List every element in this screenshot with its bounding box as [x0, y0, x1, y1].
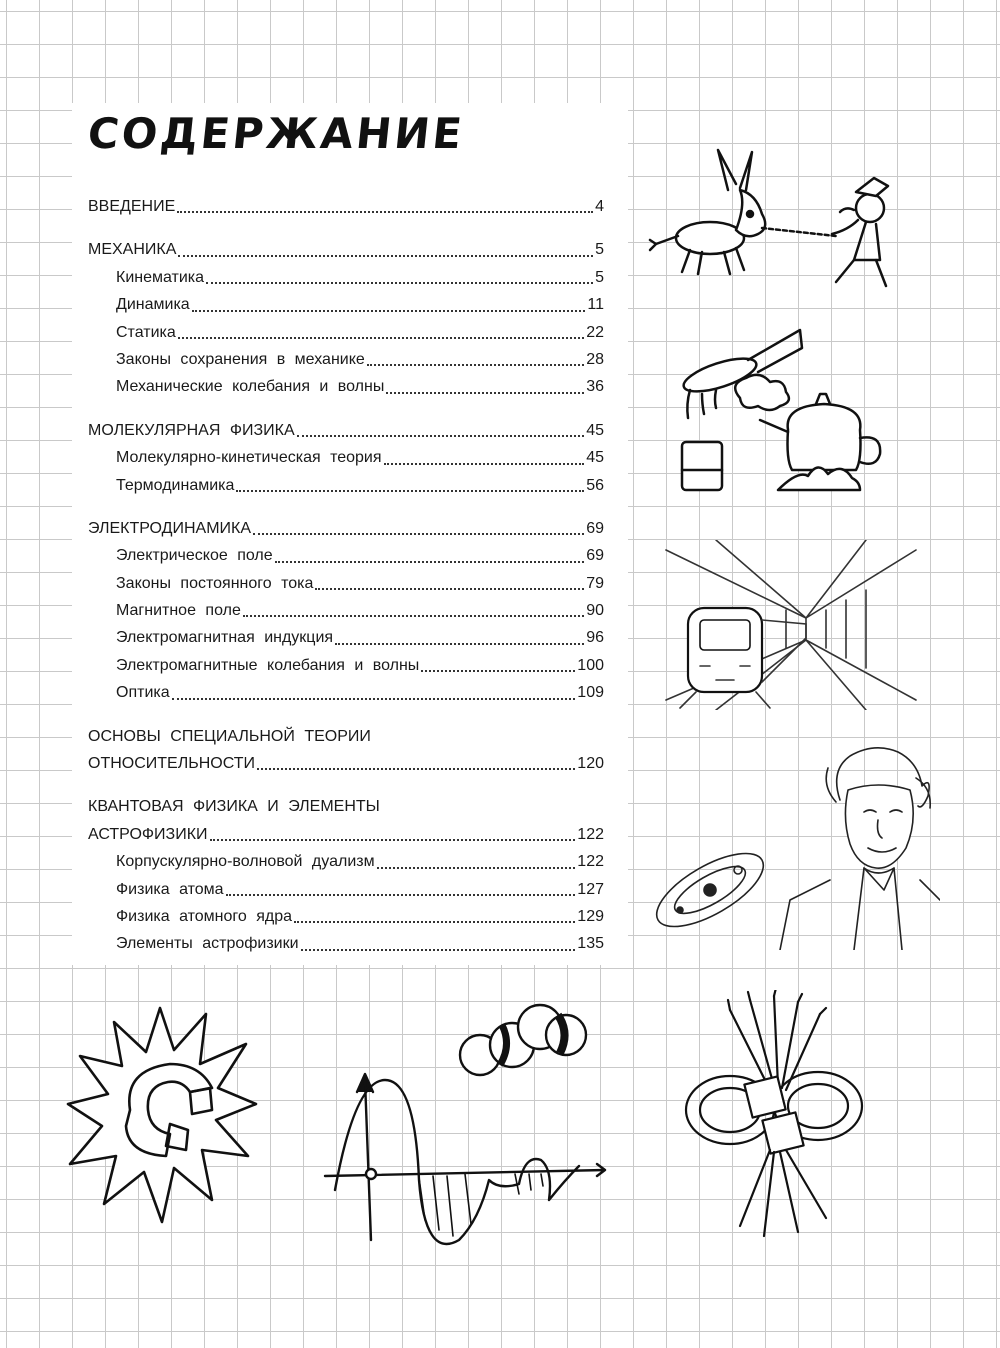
- toc-subentry-title: Законы постоянного тока: [116, 574, 314, 592]
- dot-leader: [178, 337, 584, 339]
- dot-leader: [177, 211, 593, 213]
- toc-section-relativity: [88, 723, 604, 778]
- toc-entry-title: МЕХАНИКА: [88, 241, 177, 259]
- toc-subentry-page: 45: [586, 449, 604, 467]
- toc-subentry[interactable]: [88, 848, 604, 875]
- toc-subentry-title: Электрическое поле: [116, 547, 273, 565]
- toc-subentry[interactable]: [88, 264, 604, 291]
- dot-leader: [172, 698, 576, 700]
- toc-subentry[interactable]: [88, 930, 604, 957]
- toc-subentry-page: 90: [586, 602, 604, 620]
- dot-leader: [384, 463, 585, 465]
- toc-subentry-page: 11: [587, 296, 604, 314]
- dot-leader: [210, 839, 576, 841]
- toc-subentry-title: Физика атомного ядра: [116, 908, 293, 925]
- toc-panel: [72, 103, 628, 965]
- toc-entry-page: 69: [586, 519, 604, 537]
- toc-entry[interactable]: [88, 750, 604, 777]
- wave-graph-icon: [315, 1060, 615, 1250]
- toc-entry-page: 5: [595, 241, 604, 259]
- toc-entry-page: 122: [577, 825, 604, 843]
- toc-subentry-page: 69: [586, 547, 604, 565]
- donkey-tug-of-war-icon: [640, 140, 920, 300]
- page-title: СОДЕРЖАНИЕ: [85, 109, 467, 158]
- dot-leader: [421, 670, 575, 672]
- toc-entry-title-line: КВАНТОВАЯ ФИЗИКА И ЭЛЕМЕНТЫ: [88, 798, 380, 816]
- toc-subentry-title: Механические колебания и волны: [116, 378, 385, 396]
- toc-entry-page: 120: [577, 755, 604, 773]
- dot-leader: [206, 282, 593, 284]
- toc-entry-title: ЭЛЕКТРОДИНАМИКА: [88, 519, 252, 537]
- einstein-galaxy-icon: [640, 740, 940, 950]
- toc-subentry-page: 129: [577, 908, 604, 925]
- toc-subentry-page: 22: [586, 323, 604, 341]
- toc-subentry-title: Оптика: [116, 684, 170, 702]
- toc-subentry-title: Корпускулярно-волновой дуализм: [116, 853, 375, 871]
- toc-section-mechanics: [88, 236, 604, 400]
- toc-subentry[interactable]: [88, 291, 604, 318]
- toc-entry[interactable]: [88, 236, 604, 263]
- toc-subentry-page: 56: [586, 476, 604, 494]
- toc-subentry-title: Электромагнитные колебания и волны: [116, 656, 420, 674]
- dot-leader: [257, 768, 575, 770]
- toc-subentry[interactable]: [88, 597, 604, 624]
- dot-leader: [315, 588, 584, 590]
- toc-subentry-title: Статика: [116, 323, 176, 341]
- toc-subentry-title: Магнитное поле: [116, 602, 241, 620]
- magnetic-field-lines-icon: [670, 990, 870, 1240]
- toc-subentry-title: Электромагнитная индукция: [116, 629, 334, 647]
- toc-entry-page: 4: [595, 197, 604, 215]
- dot-leader: [226, 894, 576, 896]
- toc-subentry-page: 127: [577, 880, 604, 898]
- dot-leader: [178, 255, 593, 257]
- horseshoe-magnet-icon: [60, 1000, 260, 1240]
- toc-subentry[interactable]: [88, 570, 604, 597]
- toc-subentry-page: 135: [577, 935, 604, 953]
- toc-subentry-page: 5: [595, 268, 604, 286]
- toc-subentry[interactable]: [88, 319, 604, 346]
- toc-subentry[interactable]: [88, 903, 604, 930]
- toc-subentry-title: Законы сохранения в механике: [116, 350, 365, 368]
- toc-subentry[interactable]: [88, 472, 604, 499]
- dot-leader: [294, 921, 575, 923]
- toc-entry[interactable]: [88, 193, 604, 220]
- dot-leader: [192, 310, 586, 312]
- toc-subentry-title: Физика атома: [116, 880, 224, 898]
- toc-subentry-title: Кинематика: [116, 268, 205, 286]
- toc-subentry-title: Молекулярно-кинетическая теория: [116, 449, 382, 467]
- dot-leader: [297, 435, 585, 437]
- toc-subentry-title: Термодинамика: [116, 476, 235, 494]
- dot-leader: [377, 867, 576, 869]
- toc-subentry-page: 36: [586, 378, 604, 396]
- toc-subentry[interactable]: [88, 444, 604, 471]
- toc-entry-title: ОТНОСИТЕЛЬНОСТИ: [88, 755, 256, 773]
- toc-entry-title-line: ОСНОВЫ СПЕЦИАЛЬНОЙ ТЕОРИИ: [88, 727, 371, 745]
- toc-entry[interactable]: [88, 417, 604, 444]
- toc-subentry[interactable]: [88, 542, 604, 569]
- dot-leader: [243, 615, 584, 617]
- toc-subentry[interactable]: [88, 652, 604, 679]
- toc-subentry[interactable]: [88, 373, 604, 400]
- toc-entry-title: АСТРОФИЗИКИ: [88, 825, 208, 843]
- dot-leader: [236, 490, 584, 492]
- toc-entry-title: МОЛЕКУЛЯРНАЯ ФИЗИКА: [88, 421, 295, 439]
- toc-section-molecular: [88, 417, 604, 499]
- toc-subentry[interactable]: [88, 346, 604, 373]
- toc-subentry-title: Динамика: [116, 296, 190, 314]
- toc-subentry-page: 100: [577, 656, 604, 674]
- dot-leader: [367, 364, 584, 366]
- dot-leader: [275, 561, 585, 563]
- toc-section-intro: [88, 193, 604, 220]
- toc-subentry[interactable]: [88, 679, 604, 706]
- toc-entry-page: 45: [586, 421, 604, 439]
- metro-train-icon: [656, 540, 926, 710]
- table-of-contents: [88, 193, 604, 974]
- lid-steam-kettle-icon: [660, 320, 900, 500]
- toc-entry[interactable]: [88, 515, 604, 542]
- molecules-icon: [450, 995, 600, 1085]
- toc-section-electrodynamics: [88, 515, 604, 707]
- dot-leader: [253, 533, 584, 535]
- toc-section-quantum: [88, 793, 604, 957]
- toc-entry-title: ВВЕДЕНИЕ: [88, 197, 176, 215]
- toc-subentry-title: Элементы астрофизики: [116, 935, 299, 953]
- toc-subentry-page: 109: [577, 684, 604, 702]
- toc-subentry[interactable]: [88, 876, 604, 903]
- dot-leader: [386, 392, 584, 394]
- toc-subentry-page: 28: [586, 350, 604, 368]
- toc-subentry-page: 122: [577, 853, 604, 871]
- toc-subentry-page: 79: [586, 574, 604, 592]
- dot-leader: [301, 949, 576, 951]
- toc-subentry-page: 96: [586, 629, 604, 647]
- toc-subentry[interactable]: [88, 624, 604, 651]
- dot-leader: [335, 643, 584, 645]
- toc-entry[interactable]: [88, 821, 604, 848]
